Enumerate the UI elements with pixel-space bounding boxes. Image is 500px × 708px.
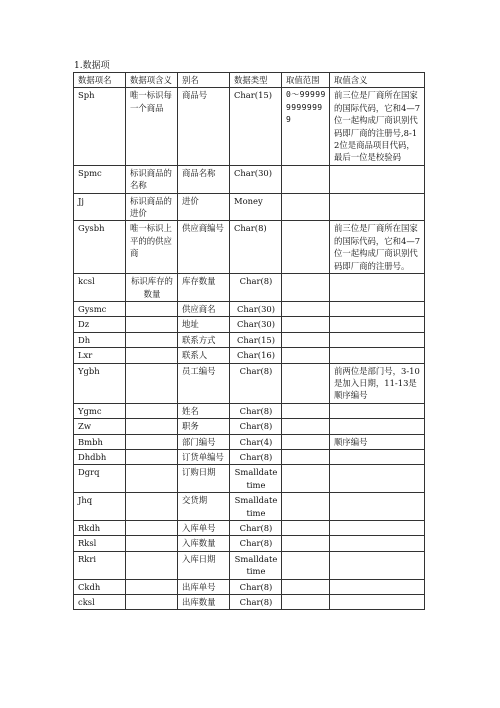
cell-meaning: 标识商品的进价 bbox=[126, 193, 178, 221]
header-cell: 数据项含义 bbox=[126, 73, 178, 88]
cell-alias: 姓名 bbox=[178, 403, 230, 418]
cell-meaning bbox=[126, 493, 178, 521]
cell-name: Bmbh bbox=[74, 434, 126, 449]
table-row bbox=[74, 465, 425, 493]
cell-range bbox=[282, 363, 330, 403]
table-row bbox=[74, 348, 425, 363]
cell-value-meaning: 前三位是厂商所在国家的国际代码，它和4—7位一起构成厂商识别代码即厂商的注册号,8-12位是商品项目代码，最后一位是校验码 bbox=[330, 88, 425, 165]
cell-range bbox=[282, 465, 330, 493]
cell-name: Dz bbox=[74, 317, 126, 332]
cell-value-meaning bbox=[330, 317, 425, 332]
cell-alias: 进价 bbox=[178, 193, 230, 221]
cell-name: Dhdbh bbox=[74, 449, 126, 464]
cell-value-meaning bbox=[330, 274, 425, 302]
cell-meaning bbox=[126, 301, 178, 316]
cell-value-meaning bbox=[330, 579, 425, 594]
cell-name: Ygbh bbox=[74, 363, 126, 403]
cell-range bbox=[282, 449, 330, 464]
cell-range bbox=[282, 403, 330, 418]
table-row bbox=[74, 193, 425, 221]
cell-value-meaning bbox=[330, 403, 425, 418]
cell-alias: 职务 bbox=[178, 419, 230, 434]
cell-name: Jj bbox=[74, 193, 126, 221]
cell-alias: 入库单号 bbox=[178, 521, 230, 536]
table-row bbox=[74, 434, 425, 449]
cell-alias: 供应商编号 bbox=[178, 221, 230, 274]
cell-range bbox=[282, 193, 330, 221]
header-cell: 数据类型 bbox=[230, 73, 282, 88]
cell-value-meaning bbox=[330, 449, 425, 464]
cell-meaning bbox=[126, 363, 178, 403]
cell-alias: 出库数量 bbox=[178, 595, 230, 610]
cell-meaning bbox=[126, 579, 178, 594]
cell-range bbox=[282, 317, 330, 332]
cell-range bbox=[282, 301, 330, 316]
table-header-row bbox=[74, 73, 425, 88]
cell-meaning: 标识商品的名称 bbox=[126, 165, 178, 193]
table-row bbox=[74, 551, 425, 579]
cell-alias: 员工编号 bbox=[178, 363, 230, 403]
cell-type: Char(4) bbox=[230, 434, 282, 449]
cell-range bbox=[282, 221, 330, 274]
cell-value-meaning: 前两位是部门号，3-10是加入日期，11-13是顺序编号 bbox=[330, 363, 425, 403]
cell-type: Char(8) bbox=[230, 274, 282, 302]
cell-alias: 入库数量 bbox=[178, 536, 230, 551]
cell-type: Char(8) bbox=[230, 419, 282, 434]
cell-name: Dh bbox=[74, 332, 126, 347]
cell-alias: 订货单编号 bbox=[178, 449, 230, 464]
cell-meaning bbox=[126, 536, 178, 551]
cell-range bbox=[282, 274, 330, 302]
cell-type: Char(8) bbox=[230, 363, 282, 403]
cell-type: Char(8) bbox=[230, 579, 282, 594]
cell-alias: 入库日期 bbox=[178, 551, 230, 579]
table-row bbox=[74, 165, 425, 193]
table-row bbox=[74, 88, 425, 165]
cell-type: Char(30) bbox=[230, 317, 282, 332]
cell-value-meaning bbox=[330, 536, 425, 551]
cell-value-meaning bbox=[330, 465, 425, 493]
cell-type: Char(15) bbox=[230, 88, 282, 165]
cell-name: Ygmc bbox=[74, 403, 126, 418]
cell-name: cksl bbox=[74, 595, 126, 610]
table-row bbox=[74, 579, 425, 594]
header-cell: 别名 bbox=[178, 73, 230, 88]
cell-range bbox=[282, 551, 330, 579]
cell-type: Char(8) bbox=[230, 449, 282, 464]
cell-range: 0～9999999999999 bbox=[282, 88, 330, 165]
cell-range bbox=[282, 419, 330, 434]
table-row bbox=[74, 274, 425, 302]
cell-type: Char(8) bbox=[230, 536, 282, 551]
cell-range bbox=[282, 595, 330, 610]
table-row bbox=[74, 419, 425, 434]
table-row bbox=[74, 332, 425, 347]
cell-meaning: 唯一标识上平的的供应商 bbox=[126, 221, 178, 274]
cell-name: kcsl bbox=[74, 274, 126, 302]
cell-type: Char(30) bbox=[230, 165, 282, 193]
cell-meaning bbox=[126, 403, 178, 418]
cell-meaning bbox=[126, 348, 178, 363]
table-row bbox=[74, 493, 425, 521]
section-heading: 1.数据项 bbox=[74, 61, 110, 71]
cell-value-meaning bbox=[330, 521, 425, 536]
cell-value-meaning bbox=[330, 332, 425, 347]
cell-meaning bbox=[126, 551, 178, 579]
cell-range bbox=[282, 165, 330, 193]
cell-meaning bbox=[126, 317, 178, 332]
cell-alias: 联系方式 bbox=[178, 332, 230, 347]
cell-value-meaning bbox=[330, 595, 425, 610]
cell-meaning bbox=[126, 419, 178, 434]
cell-range bbox=[282, 348, 330, 363]
cell-alias: 订购日期 bbox=[178, 465, 230, 493]
cell-meaning: 标识库存的数量 bbox=[126, 274, 178, 302]
table-row bbox=[74, 363, 425, 403]
cell-name: Rkri bbox=[74, 551, 126, 579]
cell-alias: 地址 bbox=[178, 317, 230, 332]
table-row bbox=[74, 317, 425, 332]
cell-alias: 商品号 bbox=[178, 88, 230, 165]
cell-name: Lxr bbox=[74, 348, 126, 363]
header-cell: 取值含义 bbox=[330, 73, 425, 88]
cell-value-meaning bbox=[330, 348, 425, 363]
data-item-table bbox=[73, 72, 425, 610]
cell-meaning bbox=[126, 465, 178, 493]
cell-value-meaning bbox=[330, 419, 425, 434]
cell-name: Gysmc bbox=[74, 301, 126, 316]
cell-type: Char(30) bbox=[230, 301, 282, 316]
cell-range bbox=[282, 536, 330, 551]
cell-meaning bbox=[126, 449, 178, 464]
cell-type: Char(8) bbox=[230, 221, 282, 274]
table-row bbox=[74, 449, 425, 464]
cell-type: Smalldatetime bbox=[230, 551, 282, 579]
cell-value-meaning: 顺序编号 bbox=[330, 434, 425, 449]
cell-value-meaning bbox=[330, 493, 425, 521]
cell-meaning bbox=[126, 434, 178, 449]
cell-type: Char(8) bbox=[230, 595, 282, 610]
cell-range bbox=[282, 493, 330, 521]
table-row bbox=[74, 221, 425, 274]
cell-name: Jhq bbox=[74, 493, 126, 521]
table-row bbox=[74, 521, 425, 536]
table-row bbox=[74, 403, 425, 418]
cell-alias: 商品名称 bbox=[178, 165, 230, 193]
cell-name: Ckdh bbox=[74, 579, 126, 594]
cell-alias: 出库单号 bbox=[178, 579, 230, 594]
cell-value-meaning: 前三位是厂商所在国家的国际代码，它和4—7位一起构成厂商识别代码即厂商的注册号。 bbox=[330, 221, 425, 274]
cell-name: Dgrq bbox=[74, 465, 126, 493]
cell-name: Sph bbox=[74, 88, 126, 165]
cell-type: Char(16) bbox=[230, 348, 282, 363]
cell-name: Zw bbox=[74, 419, 126, 434]
table-row bbox=[74, 536, 425, 551]
cell-type: Smalldatetime bbox=[230, 493, 282, 521]
header-cell: 取值范围 bbox=[282, 73, 330, 88]
cell-range bbox=[282, 434, 330, 449]
cell-type: Char(8) bbox=[230, 403, 282, 418]
cell-alias: 部门编号 bbox=[178, 434, 230, 449]
cell-range bbox=[282, 579, 330, 594]
cell-meaning bbox=[126, 521, 178, 536]
cell-meaning: 唯一标识每一个商品 bbox=[126, 88, 178, 165]
cell-name: Rksl bbox=[74, 536, 126, 551]
cell-range bbox=[282, 332, 330, 347]
cell-value-meaning bbox=[330, 551, 425, 579]
header-cell: 数据项名 bbox=[74, 73, 126, 88]
cell-meaning bbox=[126, 332, 178, 347]
cell-name: Gysbh bbox=[74, 221, 126, 274]
cell-type: Money bbox=[230, 193, 282, 221]
cell-alias: 联系人 bbox=[178, 348, 230, 363]
cell-range bbox=[282, 521, 330, 536]
cell-type: Char(8) bbox=[230, 521, 282, 536]
cell-value-meaning bbox=[330, 165, 425, 193]
table-row bbox=[74, 595, 425, 610]
cell-name: Spmc bbox=[74, 165, 126, 193]
cell-type: Smalldatetime bbox=[230, 465, 282, 493]
table-row bbox=[74, 301, 425, 316]
cell-alias: 库存数量 bbox=[178, 274, 230, 302]
cell-value-meaning bbox=[330, 193, 425, 221]
cell-name: Rkdh bbox=[74, 521, 126, 536]
cell-type: Char(15) bbox=[230, 332, 282, 347]
cell-alias: 供应商名 bbox=[178, 301, 230, 316]
cell-value-meaning bbox=[330, 301, 425, 316]
cell-meaning bbox=[126, 595, 178, 610]
cell-alias: 交货期 bbox=[178, 493, 230, 521]
